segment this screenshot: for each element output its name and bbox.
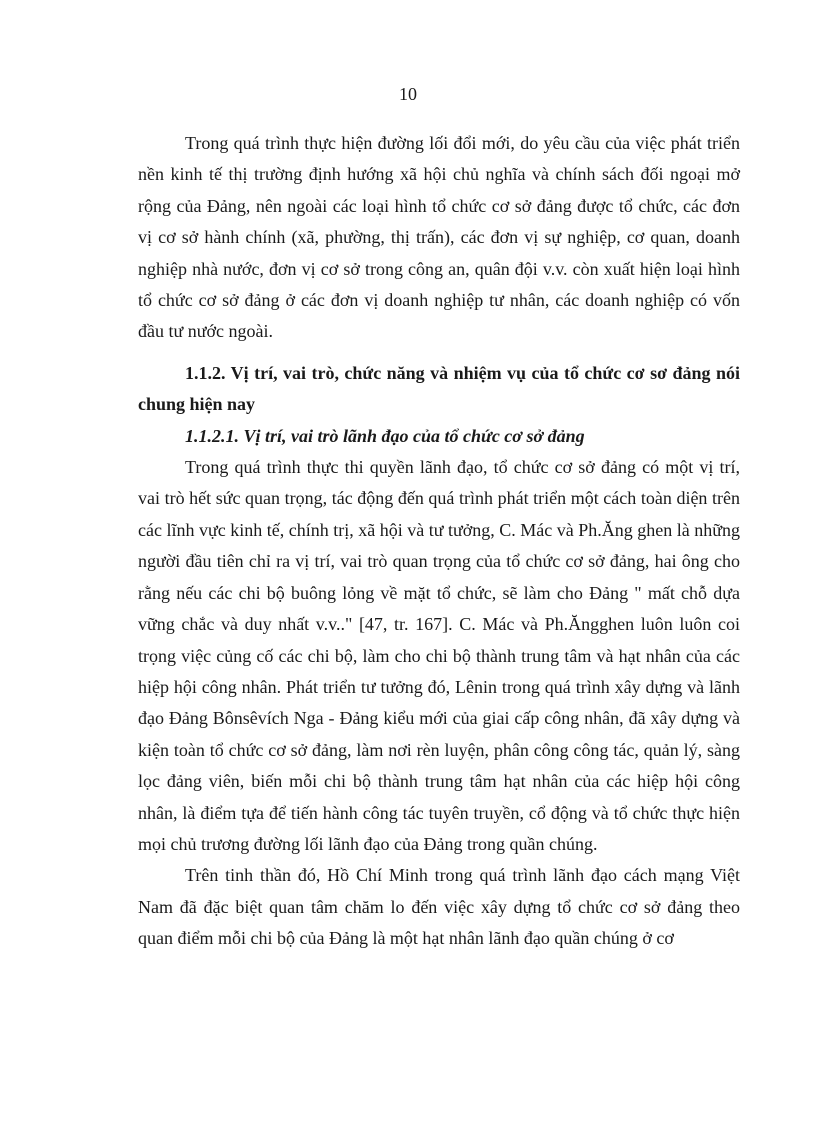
paragraph-ho-chi-minh: Trên tinh thần đó, Hồ Chí Minh trong quá trình lãnh đạo cách mạng Việt Nam đã đặc biệt quan tâm chăm lo đến việc xây dựng tổ chức cơ sở đảng theo quan điểm mỗi chi bộ của Đảng là một hạt nhân lãnh đạo quần chúng ở cơ (138, 865, 740, 949)
paragraph-role: Trong quá trình thực thi quyền lãnh đạo, tổ chức cơ sở đảng có một vị trí, vai trò hết sức quan trọng, tác động đến quá trình phát triển một cách toàn diện trên các lĩnh vực kinh tế, chính trị, xã hội và tư tưởng, C. Mác và Ph.Ăng ghen là những người đầu tiên chỉ ra vị trí, vai trò quan trọng của tổ chức cơ sở đảng, hai ông cho rằng nếu các chi bộ buông lỏng về mặt tổ chức, sẽ làm cho Đảng " mất chỗ dựa vững chắc và duy nhất v.v.." [47, tr. 167]. C. Mác và Ph.Ăngghen luôn luôn coi trọng việc củng cố các chi bộ, làm cho chi bộ thành trung tâm và hạt nhân của các hiệp hội công nhân. Phát triển tư tưởng đó, Lênin trong quá trình xây dựng và lãnh đạo Đảng Bônsêvích Nga - Đảng kiểu mới của giai cấp công nhân, đã xây dựng và kiện toàn tổ chức cơ sở đảng, làm nơi rèn luyện, phân công công tác, quản lý, sàng lọc đảng viên, biến mỗi chi bộ thành trung tâm hạt nhân của các hiệp hội công nhân, là điểm tựa để tiến hành công tác tuyên truyền, cổ động và tổ chức thực hiện mọi chủ trương đường lối lãnh đạo của Đảng trong quần chúng. (138, 457, 740, 854)
body-text (138, 128, 740, 955)
section-heading-1-1-2: 1.1.2. Vị trí, vai trò, chức năng và nhiệm vụ của tổ chức cơ sơ đảng nói chung hiện nay (138, 362, 740, 415)
page-number: 10 (399, 84, 417, 104)
subsection-heading-1-1-2-1: 1.1.2.1. Vị trí, vai trò lãnh đạo của tổ chức cơ sở đảng (185, 425, 585, 446)
paragraph-intro: Trong quá trình thực hiện đường lối đổi mới, do yêu cầu của việc phát triển nền kinh tế thị trường định hướng xã hội chủ nghĩa và chính sách đối ngoại mở rộng của Đảng, nên ngoài các loại hình tổ chức cơ sở đảng được tổ chức, các đơn vị cơ sở hành chính (xã, phường, thị trấn), các đơn vị sự nghiệp, cơ quan, doanh nghiệp nhà nước, đơn vị cơ sở trong công an, quân đội v.v. còn xuất hiện loại hình tổ chức cơ sở đảng ở các đơn vị doanh nghiệp tư nhân, các doanh nghiệp có vốn đầu tư nước ngoài. (138, 133, 740, 342)
